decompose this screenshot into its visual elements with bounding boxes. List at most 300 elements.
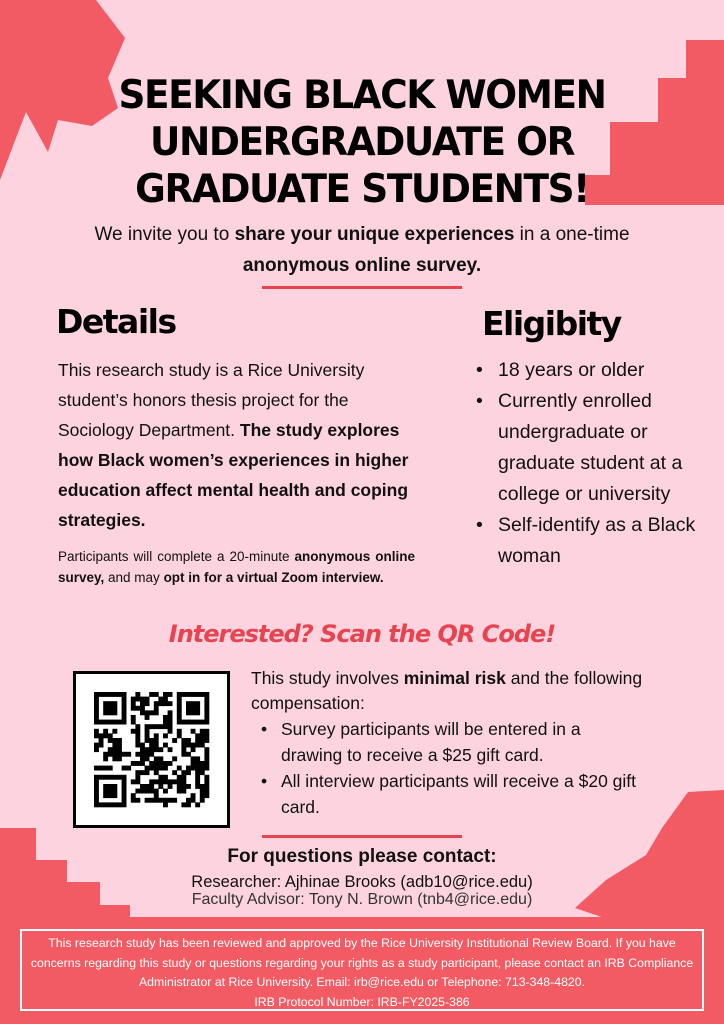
qr-module [177, 710, 182, 715]
qr-module [103, 733, 108, 738]
eligibility-heading: Eligibity [482, 304, 621, 343]
qr-module [200, 793, 205, 798]
qr-module [168, 692, 173, 697]
qr-module [158, 779, 163, 784]
qr-module [191, 766, 196, 771]
qr-module [135, 761, 140, 766]
qr-module [145, 798, 150, 803]
qr-module [181, 770, 186, 775]
qr-module [195, 743, 200, 748]
qr-module [149, 779, 154, 784]
qr-module [186, 766, 191, 771]
qr-module [177, 784, 182, 789]
qr-module [94, 793, 99, 798]
qr-module [149, 692, 154, 697]
qr-module [177, 720, 182, 725]
qr-module [135, 706, 140, 711]
qr-module [168, 779, 173, 784]
qr-module [204, 752, 209, 757]
qr-module [94, 779, 99, 784]
qr-module [163, 720, 168, 725]
qr-module [149, 784, 154, 789]
qr-module [177, 715, 182, 720]
qr-module [191, 720, 196, 725]
qr-module [149, 761, 154, 766]
qr-module [145, 697, 150, 702]
qr-module [117, 738, 122, 743]
qr-module [135, 798, 140, 803]
qr-module [158, 697, 163, 702]
qr-module [158, 701, 163, 706]
qr-module [204, 733, 209, 738]
qr-module [163, 743, 168, 748]
qr-module [200, 738, 205, 743]
qr-module [99, 766, 104, 771]
qr-module [122, 701, 127, 706]
qr-module [181, 747, 186, 752]
divider [262, 835, 462, 838]
qr-module [131, 720, 136, 725]
qr-module [181, 775, 186, 780]
qr-module [204, 789, 209, 794]
qr-module [168, 761, 173, 766]
qr-module [94, 729, 99, 734]
qr-module [112, 752, 117, 757]
qr-module [200, 784, 205, 789]
irb-protocol-number: IRB Protocol Number: IRB-FY2025-386 [254, 994, 470, 1009]
qr-module [117, 743, 122, 748]
qr-module [131, 798, 136, 803]
qr-module [131, 706, 136, 711]
qr-module [191, 747, 196, 752]
qr-code[interactable] [73, 671, 230, 828]
qr-module [112, 710, 117, 715]
qr-module [103, 775, 108, 780]
qr-module [177, 697, 182, 702]
qr-module [94, 692, 99, 697]
qr-module [117, 720, 122, 725]
qr-module [103, 720, 108, 725]
qr-module [112, 784, 117, 789]
qr-module [149, 798, 154, 803]
qr-module [94, 715, 99, 720]
qr-module [140, 752, 145, 757]
qr-module [117, 692, 122, 697]
qr-module [154, 701, 159, 706]
qr-module [186, 784, 191, 789]
qr-module [181, 779, 186, 784]
qr-module [163, 798, 168, 803]
qr-module [163, 733, 168, 738]
intro-text: We invite you to share your unique experiences in a one-time anonymous online survey. [94, 224, 630, 276]
qr-module [94, 706, 99, 711]
qr-module [131, 697, 136, 702]
qr-module [140, 756, 145, 761]
qr-module [200, 733, 205, 738]
qr-module [195, 692, 200, 697]
qr-module [168, 784, 173, 789]
qr-module [149, 743, 154, 748]
qr-module [154, 766, 159, 771]
qr-module [177, 775, 182, 780]
qr-module [149, 789, 154, 794]
qr-module [195, 802, 200, 807]
risk-statement: This study involves minimal risk and the following compensation: [251, 668, 643, 713]
qr-module [94, 798, 99, 803]
qr-module [191, 706, 196, 711]
qr-module [112, 793, 117, 798]
qr-module [108, 775, 113, 780]
qr-module [140, 706, 145, 711]
qr-module [154, 706, 159, 711]
qr-module [103, 766, 108, 771]
qr-module [172, 798, 177, 803]
qr-module [94, 784, 99, 789]
qr-module [99, 743, 104, 748]
qr-module [200, 766, 205, 771]
qr-module [122, 789, 127, 794]
qr-module [112, 692, 117, 697]
qr-module [99, 733, 104, 738]
qr-module [117, 752, 122, 757]
qr-module [181, 720, 186, 725]
qr-module [204, 706, 209, 711]
qr-module [140, 697, 145, 702]
qr-module [131, 793, 136, 798]
qr-module [200, 729, 205, 734]
compensation-item: • All interview participants will receive a $20 gift card. [261, 771, 637, 817]
qr-module [154, 724, 159, 729]
qr-module [168, 724, 173, 729]
qr-module [112, 743, 117, 748]
qr-module [154, 710, 159, 715]
qr-module [195, 720, 200, 725]
qr-module [135, 743, 140, 748]
qr-module [181, 692, 186, 697]
qr-module [108, 802, 113, 807]
qr-module [145, 789, 150, 794]
qr-module [112, 706, 117, 711]
qr-module [191, 798, 196, 803]
qr-module [154, 793, 159, 798]
qr-module [191, 761, 196, 766]
qr-module [204, 766, 209, 771]
qr-module [204, 692, 209, 697]
qr-module [172, 770, 177, 775]
qr-module [122, 798, 127, 803]
qr-module [158, 761, 163, 766]
qr-module [177, 766, 182, 771]
qr-module [200, 761, 205, 766]
qr-module [154, 733, 159, 738]
qr-module [108, 793, 113, 798]
qr-module [200, 798, 205, 803]
qr-module [140, 701, 145, 706]
qr-module [154, 779, 159, 784]
qr-module [149, 738, 154, 743]
qr-module [204, 775, 209, 780]
qr-module [186, 743, 191, 748]
qr-module [94, 775, 99, 780]
qr-module [195, 706, 200, 711]
contact-heading: For questions please contact: [227, 846, 497, 867]
qr-module [108, 710, 113, 715]
advisor-contact: Faculty Advisor: Tony N. Brown (tnb4@rice.edu) [191, 891, 533, 908]
qr-module [186, 692, 191, 697]
qr-module [158, 724, 163, 729]
qr-module [177, 789, 182, 794]
qr-module [112, 720, 117, 725]
qr-module [154, 743, 159, 748]
qr-module [154, 770, 159, 775]
qr-module [204, 729, 209, 734]
qr-module [195, 779, 200, 784]
qr-module [122, 802, 127, 807]
qr-module [204, 784, 209, 789]
qr-module [181, 752, 186, 757]
qr-module [186, 798, 191, 803]
qr-module [122, 706, 127, 711]
qr-module [149, 710, 154, 715]
qr-module [163, 789, 168, 794]
divider [262, 286, 462, 289]
qr-module [94, 720, 99, 725]
qr-module [94, 743, 99, 748]
qr-module [191, 743, 196, 748]
qr-module [191, 701, 196, 706]
qr-module [112, 756, 117, 761]
qr-module [122, 766, 127, 771]
qr-module [186, 710, 191, 715]
qr-module [145, 756, 150, 761]
qr-module [108, 752, 113, 757]
qr-module [112, 789, 117, 794]
qr-module [103, 701, 108, 706]
qr-module [99, 720, 104, 725]
qr-module [172, 738, 177, 743]
qr-module [163, 766, 168, 771]
qr-module [177, 692, 182, 697]
qr-module [108, 692, 113, 697]
qr-module [163, 701, 168, 706]
scan-qr-heading: Interested? Scan the QR Code! [168, 620, 556, 648]
title-line: SEEKING BLACK WOMEN [118, 73, 606, 118]
qr-module [135, 697, 140, 702]
qr-module [103, 706, 108, 711]
qr-module [99, 692, 104, 697]
qr-module [117, 756, 122, 761]
qr-module [145, 729, 150, 734]
qr-module [103, 789, 108, 794]
qr-module [204, 697, 209, 702]
qr-module [135, 724, 140, 729]
qr-module [131, 779, 136, 784]
qr-module [163, 775, 168, 780]
qr-module [135, 775, 140, 780]
qr-module [112, 802, 117, 807]
qr-module [186, 706, 191, 711]
qr-module [112, 729, 117, 734]
qr-module [135, 738, 140, 743]
details-paragraph: This research study is a Rice University student’s honors thesis project for the Sociology Department. The study explores how Black women’s experiences in higher education affect mental health and coping strategies. [58, 360, 409, 530]
qr-code-icon [76, 674, 227, 825]
qr-module [145, 752, 150, 757]
irb-statement: This research study has been reviewed and approved by the Rice University Institutional Review Board. If you have concerns regarding this study or questions regarding your rights as a study participant, please contact an IRB Compliance Administrator at Rice University. Email: irb@rice.edu or Telephone: 713-348-4820. [30, 936, 694, 989]
qr-module [163, 724, 168, 729]
qr-module [145, 747, 150, 752]
qr-module [195, 766, 200, 771]
qr-module [158, 756, 163, 761]
qr-module [131, 729, 136, 734]
qr-module [204, 779, 209, 784]
qr-module [122, 720, 127, 725]
qr-module [94, 789, 99, 794]
researcher-contact: Researcher: Ajhinae Brooks (adb10@rice.edu) [191, 873, 533, 891]
qr-module [122, 784, 127, 789]
qr-module [186, 802, 191, 807]
qr-module [145, 701, 150, 706]
qr-module [99, 802, 104, 807]
compensation-item: • Survey participants will be entered in a drawing to receive a $25 gift card. [261, 719, 581, 765]
qr-module [195, 775, 200, 780]
qr-module [204, 720, 209, 725]
qr-module [195, 738, 200, 743]
qr-module [145, 724, 150, 729]
qr-module [103, 752, 108, 757]
qr-module [204, 793, 209, 798]
qr-module [145, 738, 150, 743]
qr-module [204, 761, 209, 766]
qr-module [140, 743, 145, 748]
qr-module [94, 747, 99, 752]
qr-module [94, 697, 99, 702]
qr-module [140, 789, 145, 794]
title-line: UNDERGRADUATE OR [150, 120, 574, 165]
qr-module [145, 710, 150, 715]
qr-module [103, 784, 108, 789]
qr-module [181, 743, 186, 748]
poster-title [0, 72, 724, 213]
qr-module [135, 733, 140, 738]
qr-module [204, 715, 209, 720]
qr-module [181, 738, 186, 743]
qr-module [163, 692, 168, 697]
qr-module [122, 793, 127, 798]
qr-module [94, 802, 99, 807]
qr-module [186, 770, 191, 775]
qr-module [177, 701, 182, 706]
qr-module [195, 710, 200, 715]
qr-module [168, 710, 173, 715]
qr-module [204, 738, 209, 743]
eligibility-list [476, 355, 706, 572]
qr-module [140, 770, 145, 775]
qr-module [154, 756, 159, 761]
qr-module [195, 761, 200, 766]
qr-module [135, 789, 140, 794]
qr-module [135, 729, 140, 734]
qr-module [103, 802, 108, 807]
qr-module [126, 766, 131, 771]
qr-module [163, 802, 168, 807]
qr-module [103, 793, 108, 798]
qr-module [181, 789, 186, 794]
qr-module [154, 798, 159, 803]
eligibility-item: • 18 years or older [476, 359, 645, 381]
details-heading: Details [56, 302, 176, 341]
qr-module [103, 756, 108, 761]
qr-module [158, 798, 163, 803]
qr-module [154, 789, 159, 794]
qr-module [135, 692, 140, 697]
qr-module [204, 710, 209, 715]
qr-module [204, 756, 209, 761]
qr-module [168, 747, 173, 752]
qr-module [186, 752, 191, 757]
qr-module [140, 761, 145, 766]
compensation-list [261, 716, 641, 820]
qr-module [149, 747, 154, 752]
qr-module [94, 766, 99, 771]
qr-module [195, 770, 200, 775]
qr-module [172, 779, 177, 784]
qr-module [145, 715, 150, 720]
qr-module [163, 697, 168, 702]
qr-module [168, 798, 173, 803]
eligibility-item: • Self-identify as a Black woman [476, 514, 696, 567]
irb-notice [20, 929, 704, 1011]
qr-module [163, 715, 168, 720]
qr-module [94, 733, 99, 738]
qr-module [181, 802, 186, 807]
qr-module [172, 756, 177, 761]
qr-module [122, 697, 127, 702]
qr-module [103, 710, 108, 715]
qr-module [112, 747, 117, 752]
eligibility-item: • Currently enrolled undergraduate or graduate student at a college or university [476, 390, 683, 505]
qr-module [122, 715, 127, 720]
qr-module [122, 710, 127, 715]
qr-module [168, 715, 173, 720]
qr-module [112, 738, 117, 743]
qr-module [168, 701, 173, 706]
qr-module [195, 784, 200, 789]
qr-module [163, 761, 168, 766]
qr-module [149, 724, 154, 729]
qr-module [154, 738, 159, 743]
qr-module [163, 779, 168, 784]
qr-module [145, 766, 150, 771]
qr-module [145, 784, 150, 789]
qr-module [108, 733, 113, 738]
qr-module [131, 701, 136, 706]
qr-module [200, 789, 205, 794]
qr-module [108, 784, 113, 789]
qr-module [122, 779, 127, 784]
qr-module [191, 710, 196, 715]
qr-module [103, 729, 108, 734]
qr-module [177, 779, 182, 784]
title-line: GRADUATE STUDENTS! [135, 167, 589, 212]
qr-module [135, 770, 140, 775]
qr-module [191, 793, 196, 798]
qr-module [177, 733, 182, 738]
qr-module [158, 784, 163, 789]
qr-module [108, 789, 113, 794]
qr-module [145, 733, 150, 738]
qr-module [117, 747, 122, 752]
qr-module [154, 692, 159, 697]
